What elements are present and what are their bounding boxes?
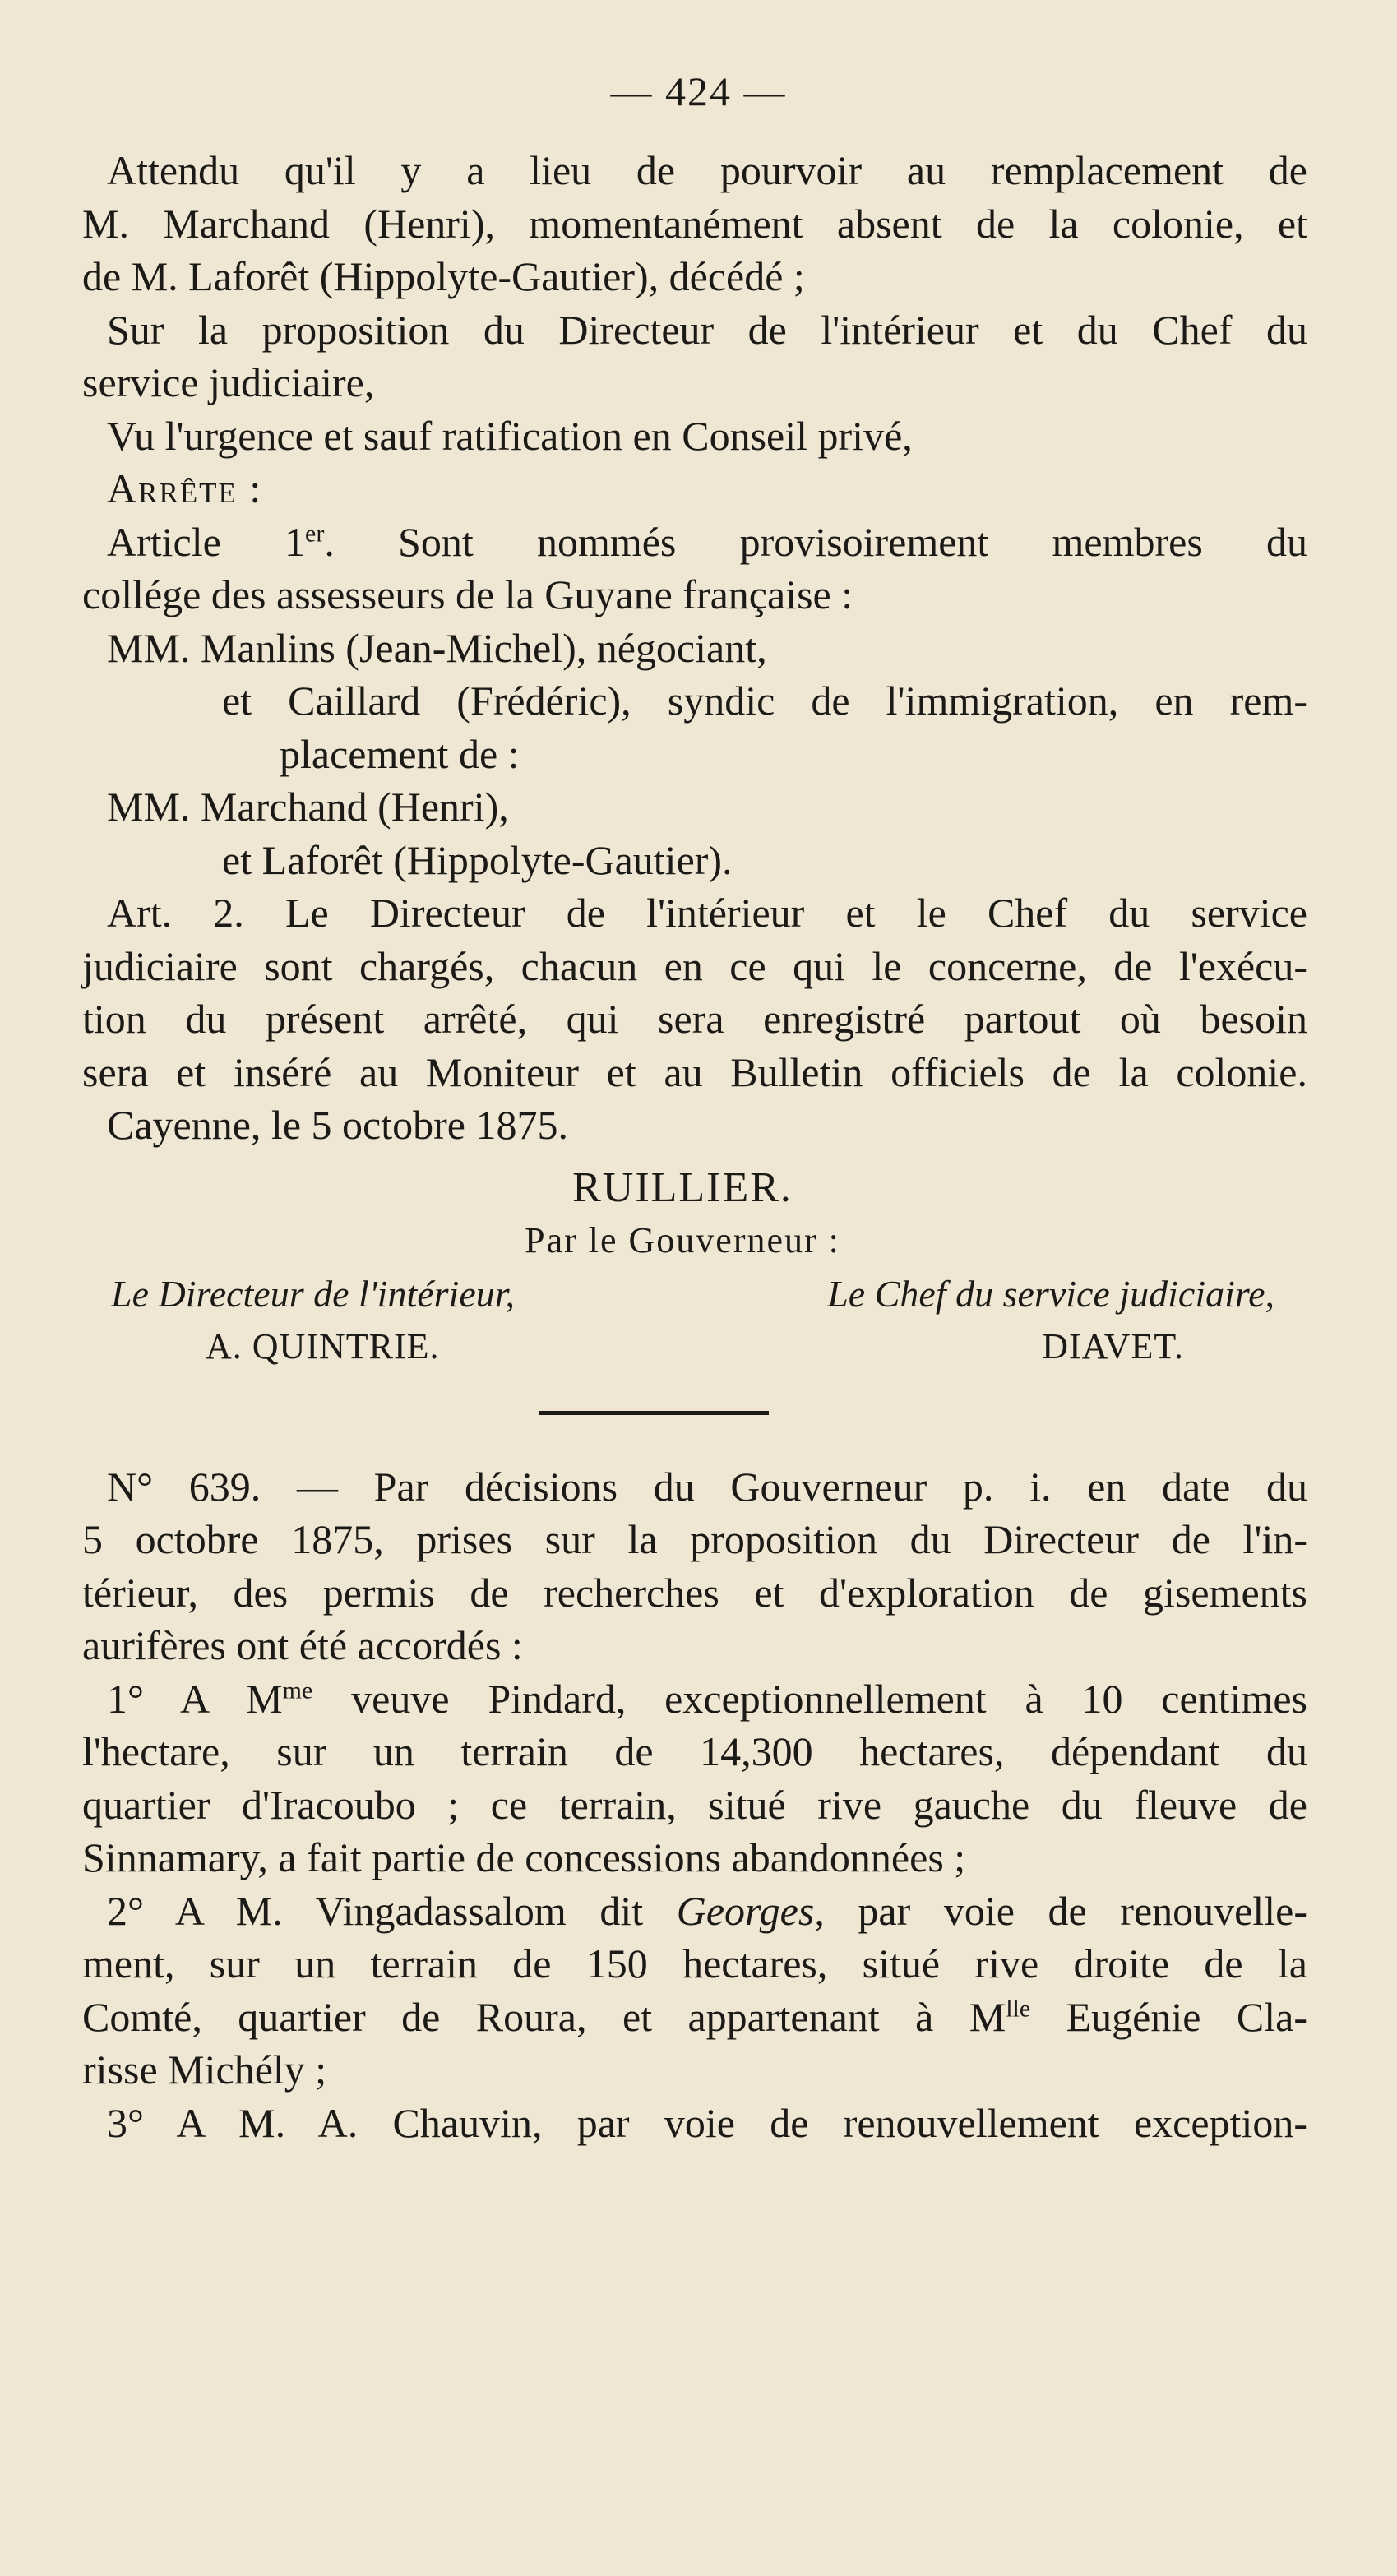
text-line: ment, sur un terrain de 150 hectares, situé rive droite de la: [82, 1940, 1307, 1986]
text-line: [82, 1991, 1307, 2044]
text-line: aurifères ont été accordés :: [82, 1622, 523, 1668]
text-line: tion du présent arrêté, qui sera enregistré partout où besoin: [82, 996, 1307, 1042]
par-le-gouverneur: Par le Gouverneur :: [525, 1220, 840, 1260]
officials-names: [74, 1320, 1307, 1374]
item-1-label: 1° A M: [107, 1675, 283, 1722]
text-line: judiciaire sont chargés, chacun en ce qui le concerne, de l'exécu-: [82, 942, 1307, 989]
signatory: RUILLIER.: [572, 1163, 793, 1211]
superscript: me: [282, 1676, 313, 1704]
text-line: M. Marchand (Henri), momentanément absent de la colonie, et: [82, 200, 1307, 247]
text-line: collége des assesseurs de la Guyane française :: [82, 571, 853, 617]
item-1-text: veuve Pindard, exceptionnellement à 10 centimes: [312, 1675, 1308, 1722]
item-2-line: [107, 1885, 1307, 1938]
official-right-title: Le Chef du service judiciaire,: [827, 1272, 1274, 1315]
text-line: quartier d'Iracoubo ; ce terrain, situé rive gauche du fleuve de: [82, 1781, 1307, 1828]
text-line: N° 639. — Par décisions du Gouverneur p. i. en date du: [107, 1463, 1307, 1510]
article-1-text: . Sont nommés provisoirement membres du: [324, 518, 1307, 565]
nominee-line: et Caillard (Frédéric), syndic de l'immigration, en rem-: [222, 678, 1307, 724]
text-line: Art. 2. Le Directeur de l'intérieur et le Chef du service: [107, 890, 1307, 936]
official-right-name: DIAVET.: [1042, 1326, 1184, 1367]
text-line: 5 octobre 1875, prises sur la proposition du Directeur de l'in-: [82, 1516, 1307, 1562]
text-line: service judiciaire,: [82, 359, 375, 405]
item-2-italic: Georges,: [676, 1887, 825, 1934]
date-line: Cayenne, le 5 octobre 1875.: [107, 1102, 568, 1148]
superscript: er: [305, 519, 325, 547]
text-line: de M. Laforêt (Hippolyte-Gautier), décédé ;: [82, 253, 805, 299]
replaced-line: et Laforêt (Hippolyte-Gautier).: [222, 836, 733, 883]
text-line: sera et inséré au Moniteur et au Bulletin officiels de la colonie.: [82, 1048, 1307, 1095]
section-divider: [539, 1411, 769, 1415]
official-left-title: Le Directeur de l'intérieur,: [111, 1272, 516, 1315]
text-line: térieur, des permis de recherches et d'exploration de gisements: [82, 1569, 1307, 1616]
text-line: Sur la proposition du Directeur de l'intérieur et du Chef du: [107, 306, 1307, 353]
text-fragment: Eugénie Cla-: [1030, 1993, 1307, 2040]
text-line: Attendu qu'il y a lieu de pourvoir au remplacement de: [107, 147, 1307, 193]
superscript: lle: [1006, 1994, 1031, 2022]
text-fragment: Comté, quartier de Roura, et appartenant à M: [82, 1993, 1006, 2040]
item-2-label: 2° A M. Vingadassalom dit: [107, 1887, 677, 1934]
item-1-line: [107, 1672, 1307, 1726]
officials-titles: [74, 1268, 1307, 1321]
item-3-line: 3° A M. A. Chauvin, par voie de renouvellement exception-: [107, 2099, 1307, 2146]
nominee-line: MM. Manlins (Jean-Michel), négociant,: [107, 624, 767, 671]
arrete-heading: Arrête :: [107, 465, 263, 511]
official-left-name: A. QUINTRIE.: [206, 1326, 440, 1367]
body-text: [82, 144, 1308, 2149]
text-line: risse Michély ;: [82, 2046, 327, 2093]
page-number: — 424 —: [610, 68, 787, 114]
nominee-line: placement de :: [280, 730, 520, 777]
text-line: l'hectare, sur un terrain de 14,300 hectares, dépendant du: [82, 1728, 1307, 1774]
article-1-label: Article 1: [107, 518, 306, 565]
text-line: Sinnamary, a fait partie de concessions abandonnées ;: [82, 1834, 966, 1880]
article-1-line: [107, 516, 1307, 569]
replaced-line: MM. Marchand (Henri),: [107, 784, 509, 830]
item-2-text: par voie de renouvelle-: [824, 1887, 1308, 1934]
text-line: Vu l'urgence et sauf ratification en Conseil privé,: [107, 412, 913, 459]
